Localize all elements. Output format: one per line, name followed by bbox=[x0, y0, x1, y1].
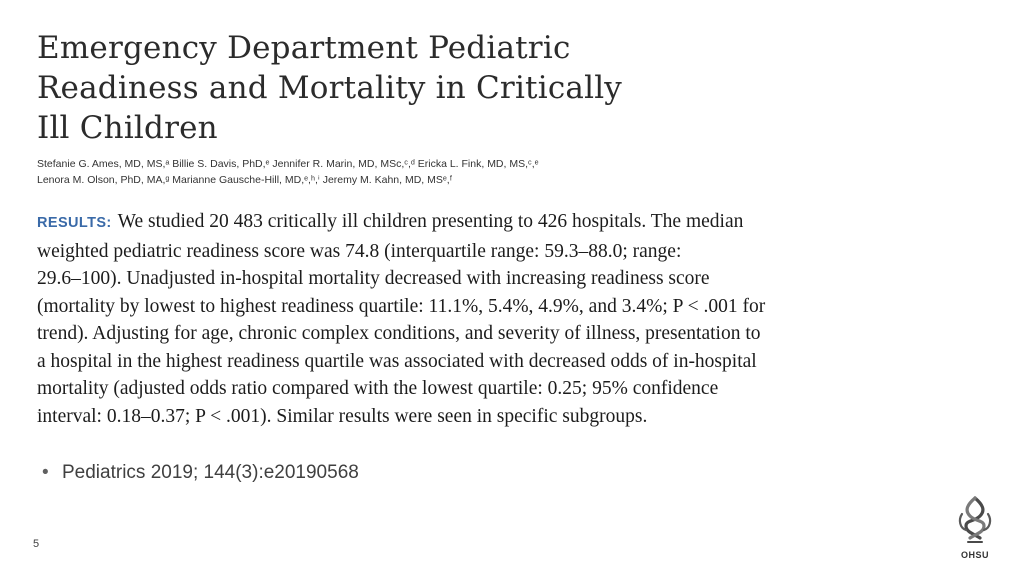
abstract-line: trend). Adjusting for age, chronic complex conditions, and severity of illness, presentation to bbox=[37, 323, 761, 344]
abstract-line: interval: 0.18–0.37; P < .001). Similar results were seen in specific subgroups. bbox=[37, 405, 648, 427]
logo-text: OHSU bbox=[960, 550, 989, 560]
page-number: 5 bbox=[33, 538, 40, 550]
abstract-line: weighted pediatric readiness score was 74.8 (interquartile range: 59.3–88.0; range: bbox=[37, 240, 682, 262]
title-line: Ill Children bbox=[37, 110, 218, 146]
author-line: Stefanie G. Ames, MD, MS,ᵃ Billie S. Davis, PhD,ᵉ Jennifer R. Marin, MD, MSc,ᶜ,ᵈ Ericka L. Fink, MD, MS,ᶜ,ᵉ bbox=[37, 158, 539, 170]
author-list bbox=[37, 156, 757, 188]
abstract-line: 29.6–100). Unadjusted in-hospital mortality decreased with increasing readiness score bbox=[37, 268, 710, 289]
paper-title bbox=[37, 28, 677, 148]
abstract-line: mortality (adjusted odds ratio compared with the lowest quartile: 0.25; 95% confidence bbox=[37, 378, 719, 399]
ohsu-logo-icon bbox=[952, 494, 998, 550]
citation-text: Pediatrics 2019; 144(3):e20190568 bbox=[62, 462, 359, 483]
results-label: RESULTS: bbox=[37, 215, 112, 231]
abstract-line: (mortality by lowest to highest readiness quartile: 11.1%, 5.4%, 4.9%, and 3.4%; P < .001 for bbox=[37, 295, 766, 317]
abstract-line bbox=[37, 208, 897, 238]
results-abstract bbox=[37, 208, 897, 430]
bullet-icon: • bbox=[42, 462, 49, 483]
title-line: Emergency Department Pediatric bbox=[37, 30, 571, 66]
citation-bullet bbox=[42, 460, 359, 486]
ohsu-logo bbox=[952, 494, 998, 564]
abstract-line-text: We studied 20 483 critically ill children presenting to 426 hospitals. The median bbox=[117, 211, 744, 232]
abstract-line: a hospital in the highest readiness quartile was associated with decreased odds of in-hospital bbox=[37, 350, 757, 372]
author-line: Lenora M. Olson, PhD, MA,ᵍ Marianne Gausche-Hill, MD,ᵉ,ʰ,ⁱ Jeremy M. Kahn, MD, MSᵉ,ᶠ bbox=[37, 174, 453, 186]
title-line: Readiness and Mortality in Critically bbox=[37, 70, 623, 106]
